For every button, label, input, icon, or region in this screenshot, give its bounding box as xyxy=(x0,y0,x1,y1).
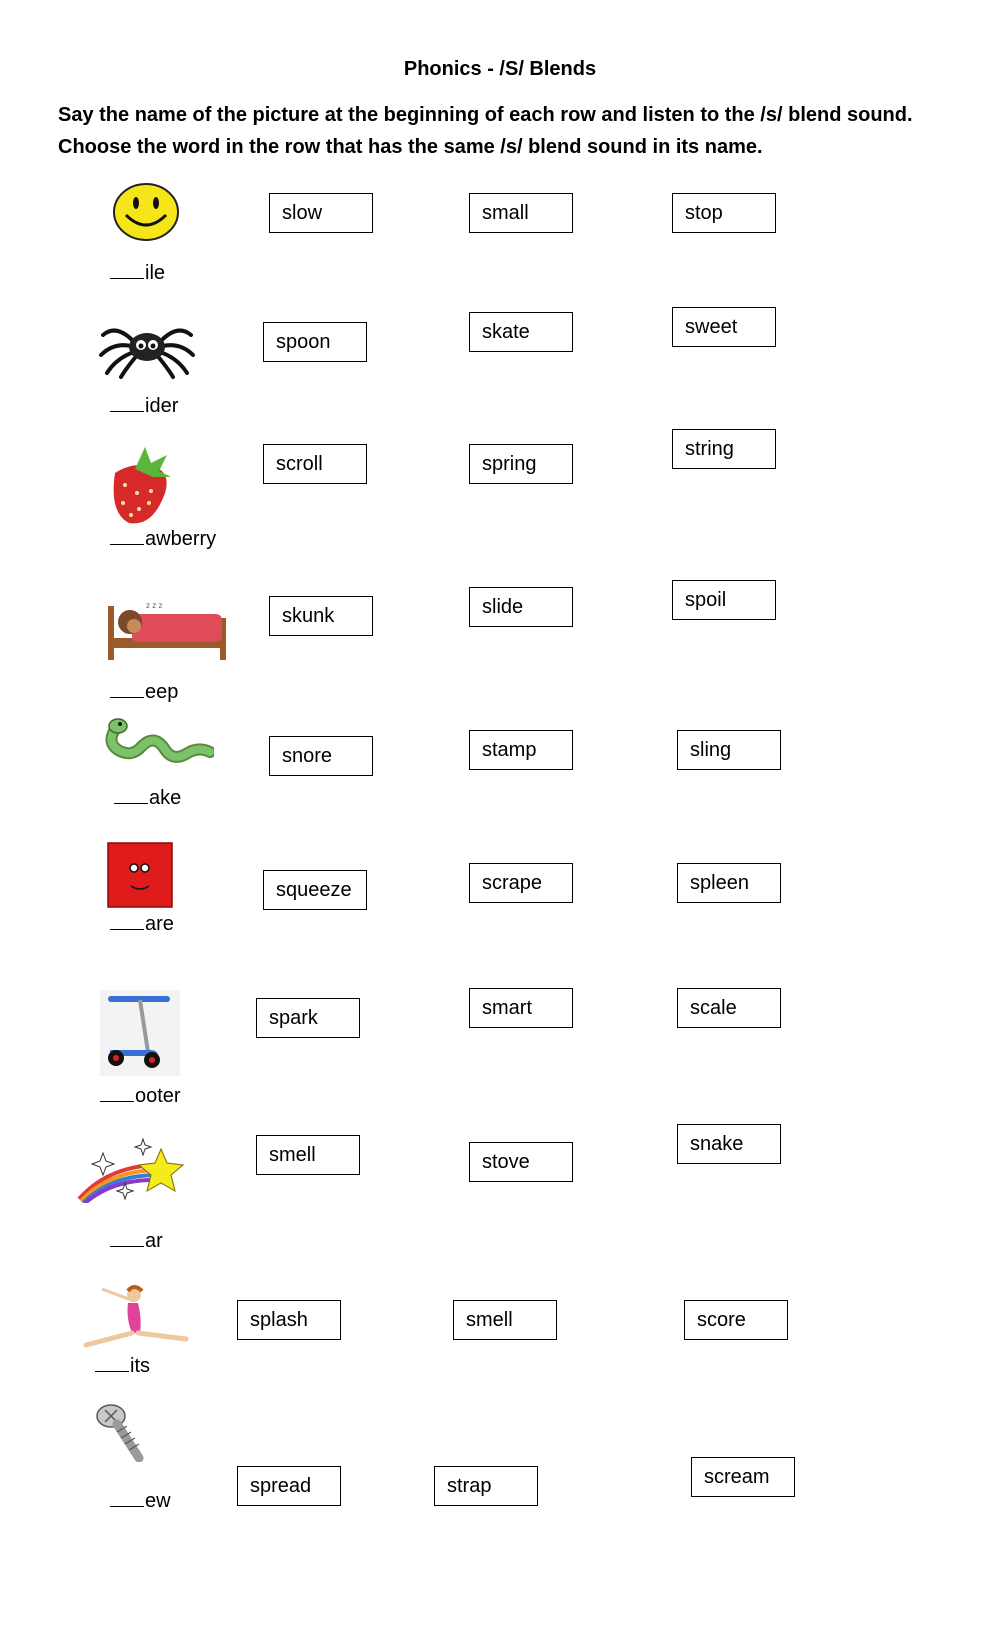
answer-option-smell[interactable]: smell xyxy=(256,1135,360,1175)
shooting-star-icon xyxy=(77,1137,189,1203)
word-blank-row-9: its xyxy=(95,1355,150,1378)
word-blank-row-3: awberry xyxy=(110,528,216,551)
answer-option-smart[interactable]: smart xyxy=(469,988,573,1028)
red-square-icon xyxy=(107,842,173,908)
answer-option-stop[interactable]: stop xyxy=(672,193,776,233)
scooter-icon xyxy=(100,990,180,1076)
answer-option-spread[interactable]: spread xyxy=(237,1466,341,1506)
answer-option-sling[interactable]: sling xyxy=(677,730,781,770)
svg-text:z z z: z z z xyxy=(146,601,163,610)
answer-option-slide[interactable]: slide xyxy=(469,587,573,627)
sleeping-child-icon xyxy=(106,598,230,662)
answer-option-spring[interactable]: spring xyxy=(469,444,573,484)
instruction-line-1: Say the name of the picture at the beginning of each row and listen to the /s/ blend sound. xyxy=(58,104,913,126)
answer-option-score[interactable]: score xyxy=(684,1300,788,1340)
answer-option-scroll[interactable]: scroll xyxy=(263,444,367,484)
answer-option-spoon[interactable]: spoon xyxy=(263,322,367,362)
answer-option-sweet[interactable]: sweet xyxy=(672,307,776,347)
answer-option-scale[interactable]: scale xyxy=(677,988,781,1028)
gymnast-splits-icon xyxy=(82,1285,192,1351)
word-blank-row-5: ake xyxy=(114,787,181,810)
answer-option-scrape[interactable]: scrape xyxy=(469,863,573,903)
answer-option-scream[interactable]: scream xyxy=(691,1457,795,1497)
answer-option-stove[interactable]: stove xyxy=(469,1142,573,1182)
answer-option-skate[interactable]: skate xyxy=(469,312,573,352)
snake-icon xyxy=(102,718,214,774)
word-blank-row-7: ooter xyxy=(100,1085,181,1108)
answer-option-spoil[interactable]: spoil xyxy=(672,580,776,620)
answer-option-stamp[interactable]: stamp xyxy=(469,730,573,770)
word-blank-row-4: eep xyxy=(110,681,178,704)
answer-option-strap[interactable]: strap xyxy=(434,1466,538,1506)
answer-option-smell-2[interactable]: smell xyxy=(453,1300,557,1340)
page-title: Phonics - /S/ Blends xyxy=(403,58,597,80)
answer-option-snake[interactable]: snake xyxy=(677,1124,781,1164)
answer-option-spleen[interactable]: spleen xyxy=(677,863,781,903)
answer-option-skunk[interactable]: skunk xyxy=(269,596,373,636)
smiley-face-icon xyxy=(112,183,182,245)
word-blank-row-8: ar xyxy=(110,1230,163,1253)
answer-option-snore[interactable]: snore xyxy=(269,736,373,776)
answer-option-spark[interactable]: spark xyxy=(256,998,360,1038)
word-blank-row-10: ew xyxy=(110,1490,171,1513)
answer-option-small[interactable]: small xyxy=(469,193,573,233)
answer-option-slow[interactable]: slow xyxy=(269,193,373,233)
word-blank-row-1: ile xyxy=(110,262,165,285)
screw-icon xyxy=(95,1402,149,1462)
answer-option-string[interactable]: string xyxy=(672,429,776,469)
answer-option-splash[interactable]: splash xyxy=(237,1300,341,1340)
answer-option-squeeze[interactable]: squeeze xyxy=(263,870,367,910)
word-blank-row-2: ider xyxy=(110,395,178,418)
spider-icon xyxy=(97,313,197,379)
strawberry-icon xyxy=(105,443,175,527)
word-blank-row-6: are xyxy=(110,913,174,936)
instruction-line-2: Choose the word in the row that has the same /s/ blend sound in its name. xyxy=(58,136,763,158)
